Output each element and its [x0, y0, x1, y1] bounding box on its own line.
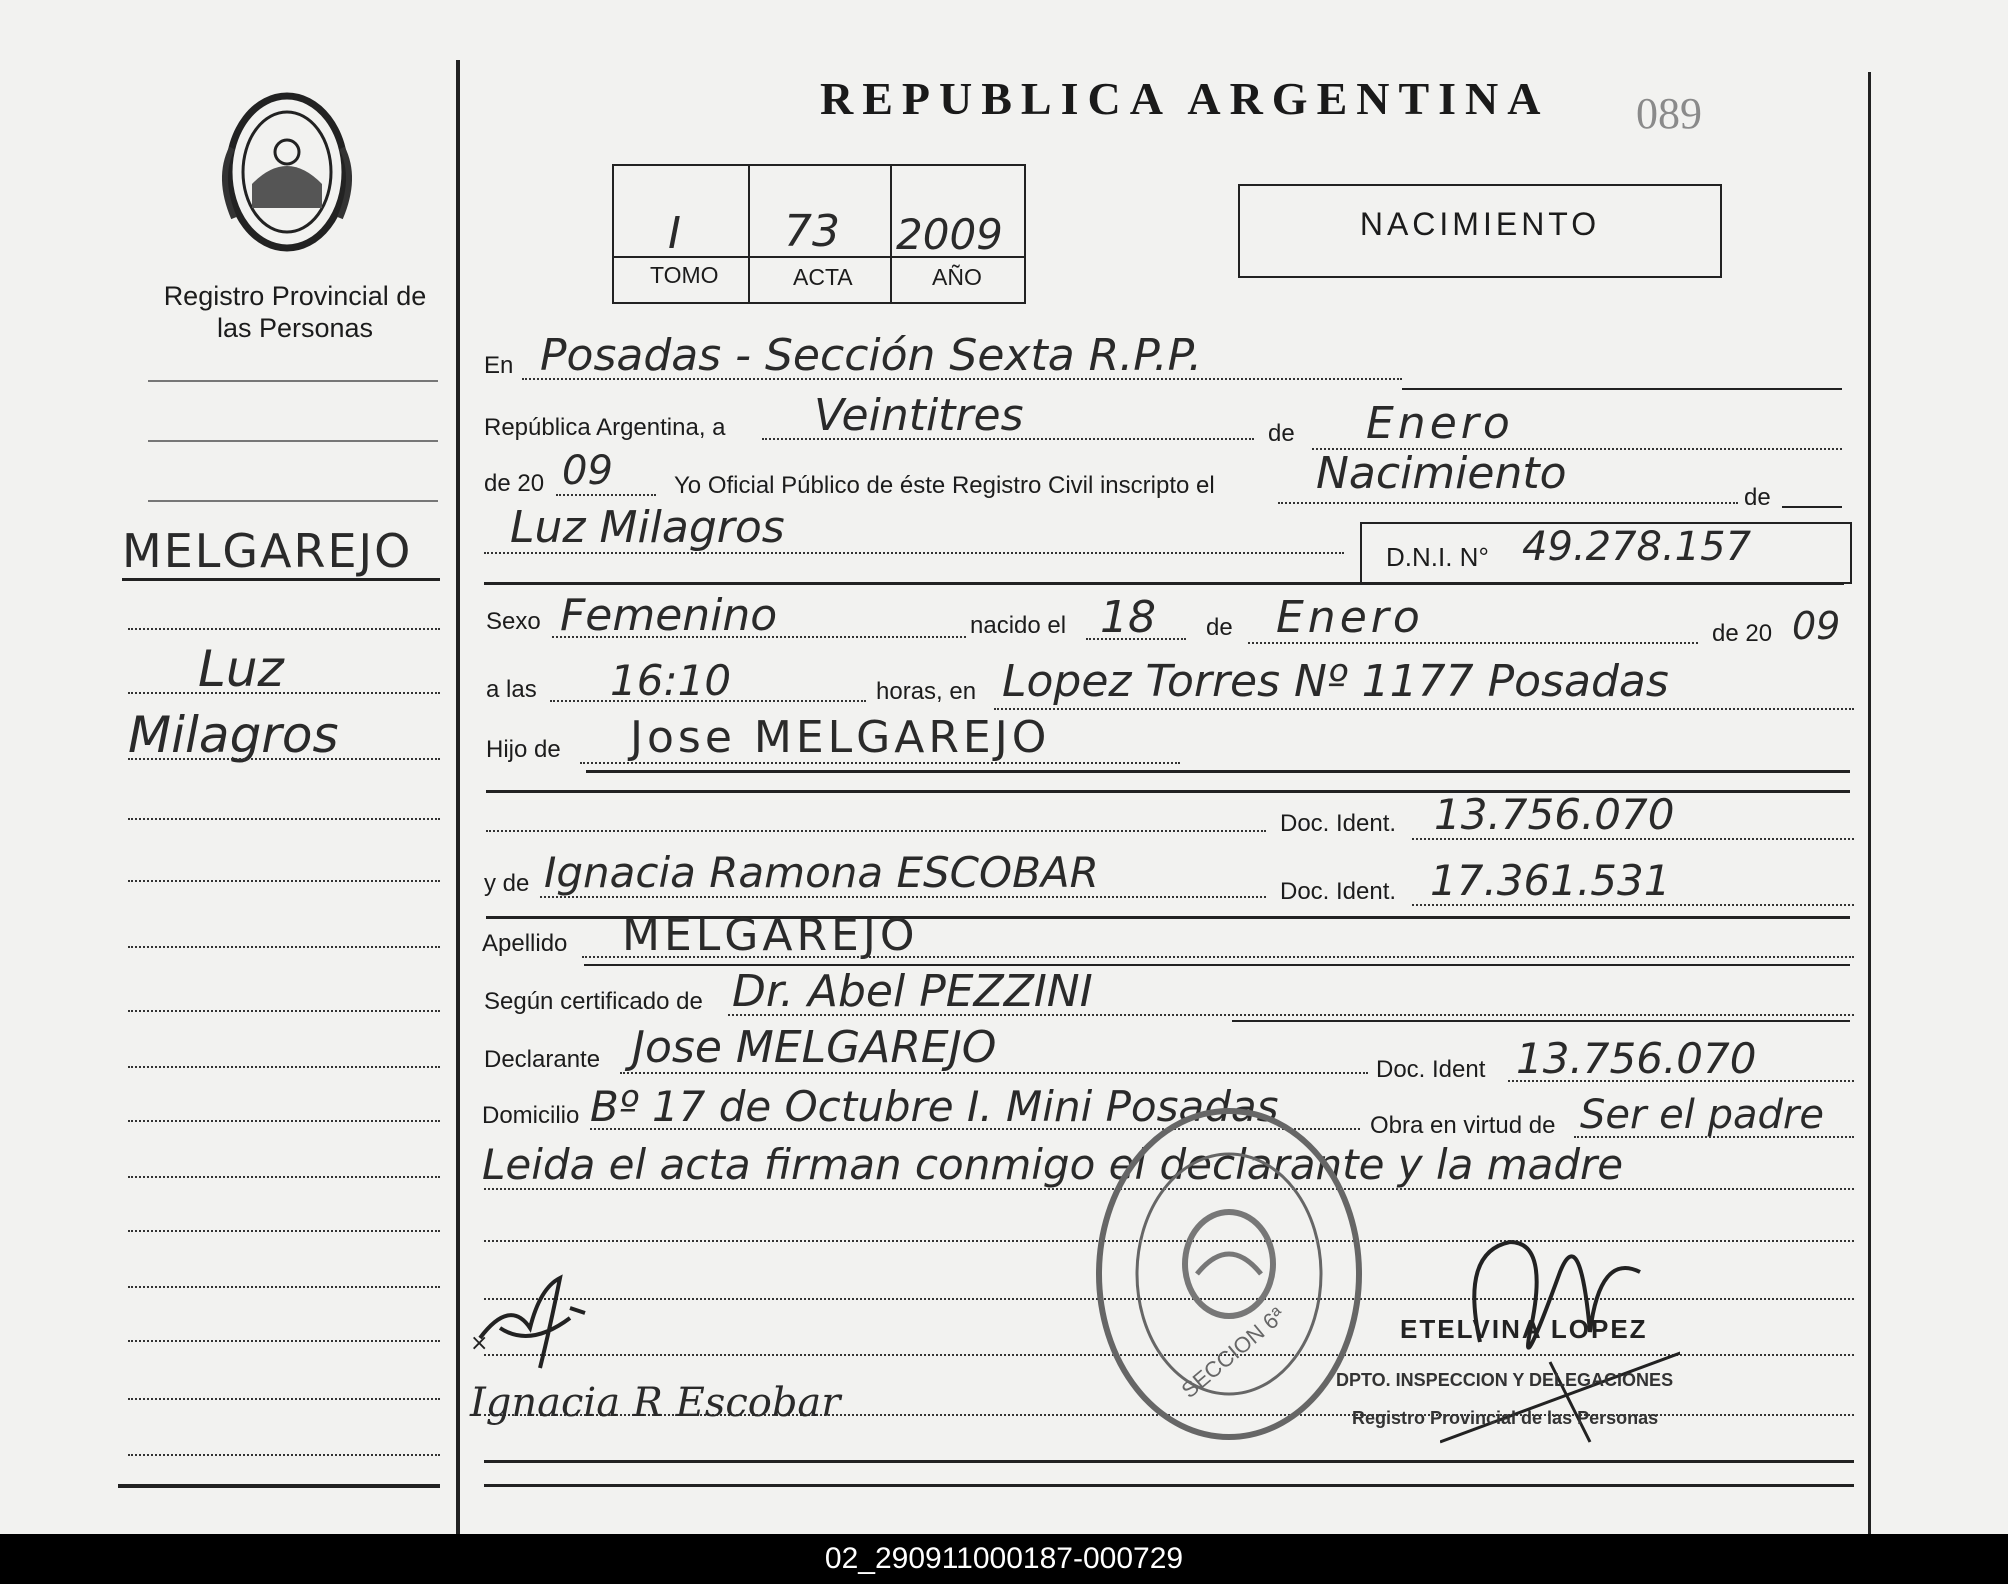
- certificado-label: Según certificado de: [484, 988, 703, 1015]
- year-line: [556, 494, 656, 496]
- sidebar-second-name: Milagros: [128, 706, 339, 764]
- record-type: NACIMIENTO: [1359, 206, 1601, 242]
- sidebar-line: [128, 1398, 440, 1400]
- en-value: Posadas - Sección Sexta R.P.P.: [540, 330, 1203, 381]
- nacido-label: nacido el: [970, 612, 1067, 639]
- sidebar-line: [128, 1010, 440, 1012]
- en-line: [522, 378, 1402, 380]
- sidebar-line: [128, 758, 440, 760]
- image-id-bar: 02_290911000187-000729: [0, 1534, 2008, 1584]
- declarante-doc-line: [1508, 1080, 1854, 1082]
- sexo-value: Femenino: [560, 590, 778, 641]
- sidebar-line: [128, 628, 440, 630]
- de2-label: de: [1744, 484, 1771, 511]
- apellido-line: [582, 956, 1854, 958]
- hijo-label: Hijo de: [486, 736, 561, 763]
- bottom-rule-1: [484, 1460, 1854, 1463]
- doc-ident-label: Doc. Ident.: [1280, 810, 1397, 837]
- a-las-label: a las: [486, 676, 537, 703]
- tomo-label: TOMO: [650, 262, 719, 288]
- sidebar-line: [128, 880, 440, 882]
- yde-label: y de: [484, 870, 530, 897]
- domicilio-label: Domicilio: [482, 1102, 580, 1129]
- declarante-line: [620, 1072, 1368, 1074]
- sidebar-line: [128, 692, 440, 694]
- declarante-doc-value: 13.756.070: [1516, 1034, 1757, 1083]
- provincial-seal: [212, 88, 362, 256]
- dni-label: D.N.I. N°: [1386, 542, 1489, 572]
- sidebar-surname-rule: [122, 578, 440, 581]
- stamp-name: ETELVINA LOPEZ: [1400, 1314, 1648, 1344]
- mother-value: Ignacia Ramona ESCOBAR: [544, 848, 1099, 897]
- sidebar-line: [128, 818, 440, 820]
- svg-text:×: ×: [470, 1331, 489, 1356]
- sidebar-surname: MELGAREJO: [122, 524, 413, 578]
- apellido-value: MELGAREJO: [622, 910, 919, 961]
- sidebar-first-name: Luz: [198, 640, 284, 698]
- father-rule: [586, 770, 1850, 773]
- tomo-value: I: [668, 208, 681, 259]
- sidebar-line: [128, 1454, 440, 1456]
- sidebar-top-rule-3: [148, 500, 438, 502]
- birth-year-label: de 20: [1712, 620, 1773, 647]
- inscripto-value: Nacimiento: [1316, 448, 1567, 499]
- en-line-tail: [1402, 388, 1842, 390]
- sexo-label: Sexo: [486, 608, 541, 635]
- sidebar-line: [128, 946, 440, 948]
- oficial-label: Yo Oficial Público de éste Registro Civil inscripto el: [674, 472, 1215, 499]
- registry-name: Registro Provincial de las Personas: [163, 281, 427, 343]
- right-border: [1868, 72, 1871, 1536]
- record-table-divider-2: [890, 164, 892, 304]
- declarant-signature: [470, 1268, 610, 1378]
- father-doc-line: [1412, 838, 1854, 840]
- father-line: [580, 762, 1180, 764]
- month-value: Enero: [1366, 398, 1514, 449]
- mother-doc-value: 17.361.531: [1430, 856, 1671, 905]
- mother-line: [540, 896, 1266, 898]
- anio-label: AÑO: [932, 264, 982, 290]
- place-value: Lopez Torres Nº 1177 Posadas: [1002, 656, 1669, 707]
- time-line: [550, 700, 866, 702]
- father-value: Jose MELGAREJO: [630, 712, 1051, 763]
- sidebar-line: [128, 1286, 440, 1288]
- sexo-line: [552, 636, 966, 638]
- page-title: REPUBLICA ARGENTINA: [820, 73, 1550, 124]
- inscripto-line: [1278, 502, 1738, 504]
- name-line: [484, 552, 1344, 554]
- year-suffix-value: 09: [562, 448, 613, 494]
- en-label: En: [484, 352, 514, 379]
- day-line: [762, 438, 1254, 440]
- time-value: 16:10: [610, 656, 732, 705]
- father-doc-value: 13.756.070: [1434, 790, 1675, 839]
- horas-label: horas, en: [876, 678, 977, 705]
- domicilio-value: Bº 17 de Octubre I. Mini Posadas: [590, 1082, 1279, 1131]
- acta-value: 73: [784, 206, 840, 257]
- mother-signature: Ignacia R Escobar: [470, 1380, 841, 1426]
- birth-day-value: 18: [1100, 592, 1156, 643]
- bottom-rule-2: [484, 1484, 1854, 1487]
- stamp-line-1: DPTO. INSPECCION Y DELEGACIONES: [1336, 1370, 1674, 1390]
- birth-year-value: 09: [1792, 604, 1841, 648]
- anio-value: 2009: [896, 210, 1003, 259]
- section-rule-1: [484, 582, 1844, 585]
- de3-label: de: [1206, 614, 1233, 641]
- dni-value: 49.278.157: [1522, 524, 1752, 570]
- birth-month-value: Enero: [1276, 592, 1424, 643]
- day-value: Veintitres: [814, 390, 1024, 441]
- year-prefix-label: de 20: [484, 470, 545, 497]
- declarante-label: Declarante: [484, 1046, 601, 1073]
- page-number: 089: [1636, 89, 1702, 138]
- sidebar-line: [128, 1066, 440, 1068]
- leida-value: Leida el acta firman conmigo el declarante y la madre: [482, 1140, 1624, 1189]
- record-table-divider-1: [748, 164, 750, 304]
- acta-label: ACTA: [793, 264, 853, 290]
- birth-day-line: [1086, 638, 1186, 640]
- obra-value: Ser el padre: [1580, 1092, 1824, 1138]
- place-line: [994, 708, 1854, 710]
- de-label: de: [1268, 420, 1295, 447]
- doc-ident2-label: Doc. Ident.: [1280, 878, 1397, 905]
- mother-doc-line: [1412, 904, 1854, 906]
- de2-line: [1782, 506, 1842, 508]
- doc-ident3-label: Doc. Ident: [1376, 1056, 1486, 1083]
- obra-line: [1574, 1136, 1854, 1138]
- birth-month-line: [1248, 642, 1698, 644]
- certificado-line: [728, 1014, 1854, 1016]
- stamp-section-text: SECCION 6ª: [1176, 1302, 1290, 1403]
- certificado-rule: [1232, 1020, 1850, 1022]
- sidebar-top-rule-2: [148, 440, 438, 442]
- sidebar-bottom-rule: [118, 1484, 440, 1488]
- certificado-value: Dr. Abel PEZZINI: [732, 966, 1093, 1017]
- sidebar-top-rule: [148, 380, 438, 382]
- left-border: [456, 60, 460, 1536]
- republica-label: República Argentina, a: [484, 414, 726, 441]
- sidebar-line: [128, 1176, 440, 1178]
- stamp-line-2: Registro Provincial de las Personas: [1352, 1408, 1659, 1428]
- declarante-value: Jose MELGAREJO: [632, 1022, 997, 1073]
- sidebar-line: [128, 1120, 440, 1122]
- sidebar-line: [128, 1230, 440, 1232]
- sidebar-line: [128, 1340, 440, 1342]
- official-stamp-seal: [1092, 1104, 1366, 1444]
- blank-line: [486, 830, 1266, 832]
- apellido-label: Apellido: [482, 930, 568, 957]
- name-value: Luz Milagros: [510, 502, 785, 553]
- obra-label: Obra en virtud de: [1370, 1112, 1556, 1139]
